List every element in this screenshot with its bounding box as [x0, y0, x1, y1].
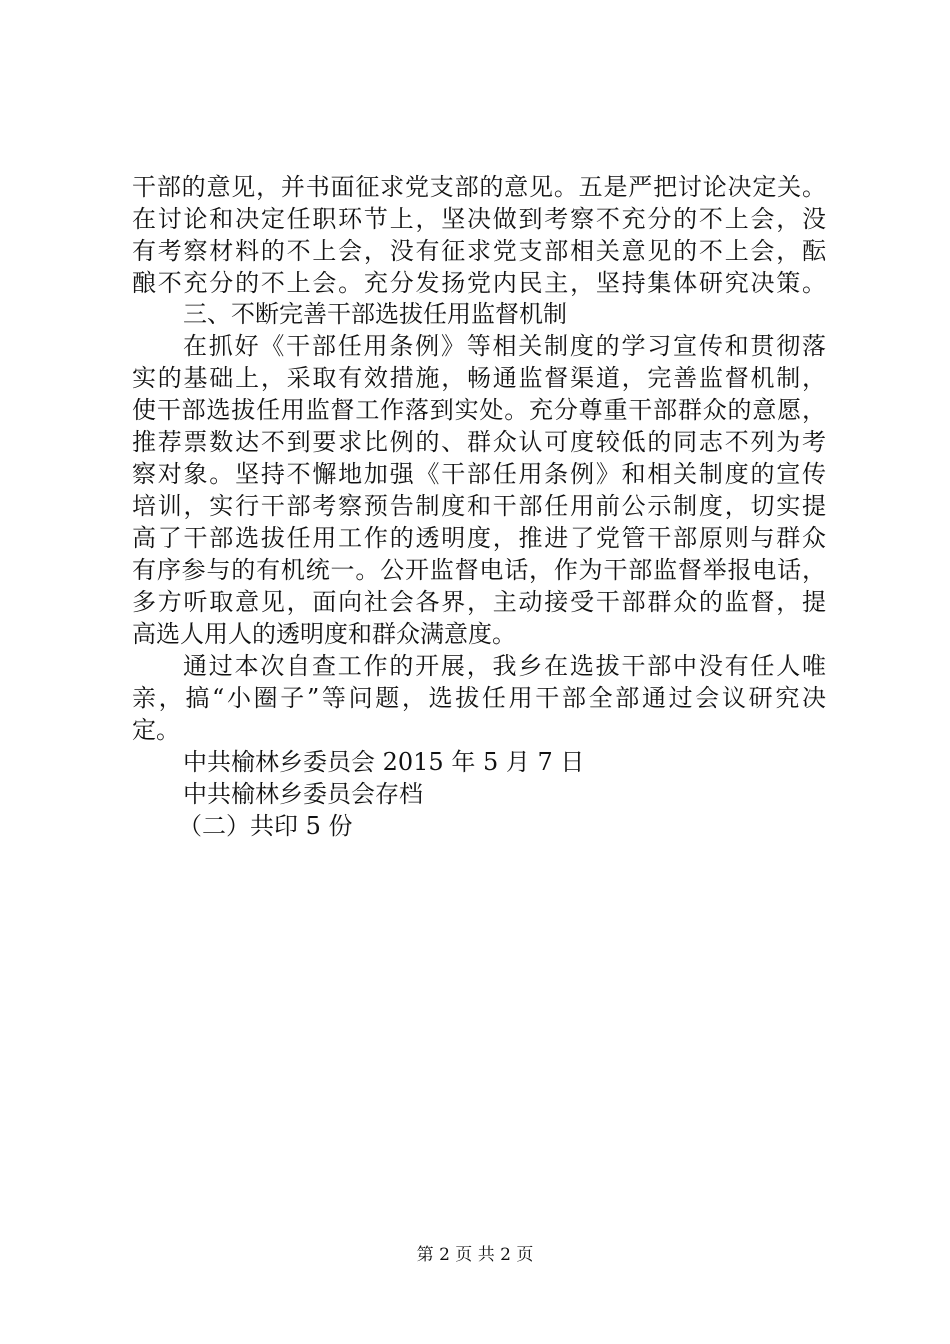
body-text-line: 干部的意见，并书面征求党支部的意见。五是严把讨论决定关。	[132, 173, 826, 201]
page-number-footer: 第 2 页 共 2 页	[416, 1245, 534, 1265]
body-text-line: 培训，实行干部考察预告制度和干部任用前公示制度，切实提	[132, 492, 826, 520]
print-count-note: （二）共印 5 份	[178, 812, 353, 840]
body-text-line: 有序参与的有机统一。公开监督电话，作为干部监督举报电话，	[132, 556, 826, 584]
body-text-line: 使干部选拔任用监督工作落到实处。充分尊重干部群众的意愿，	[132, 396, 826, 424]
body-text-line: 高选人用人的透明度和群众满意度。	[132, 620, 516, 648]
body-text-line: 通过本次自查工作的开展，我乡在选拔干部中没有任人唯	[183, 652, 826, 680]
body-text-line: 在讨论和决定任职环节上，坚决做到考察不充分的不上会，没	[132, 205, 826, 233]
body-text-line: 亲，搞“小圈子”等问题，选拔任用干部全部通过会议研究决	[132, 684, 826, 712]
body-text-line: 高了干部选拔任用工作的透明度，推进了党管干部原则与群众	[132, 524, 826, 552]
section-heading: 三、不断完善干部选拔任用监督机制	[183, 300, 567, 328]
body-text-line: 酿不充分的不上会。充分发扬党内民主，坚持集体研究决策。	[132, 269, 826, 297]
signature-date: 中共榆林乡委员会 2015 年 5 月 7 日	[183, 748, 585, 776]
body-text-line: 定。	[132, 716, 180, 744]
body-text-line: 多方听取意见，面向社会各界，主动接受干部群众的监督，提	[132, 588, 826, 616]
body-text-line: 在抓好《干部任用条例》等相关制度的学习宣传和贯彻落	[183, 332, 826, 360]
body-text-line: 实的基础上，采取有效措施，畅通监督渠道，完善监督机制，	[132, 364, 826, 392]
archive-note: 中共榆林乡委员会存档	[183, 780, 423, 808]
body-text-line: 推荐票数达不到要求比例的、群众认可度较低的同志不列为考	[132, 428, 826, 456]
body-text-line: 有考察材料的不上会，没有征求党支部相关意见的不上会，酝	[132, 237, 826, 265]
body-text-line: 察对象。坚持不懈地加强《干部任用条例》和相关制度的宣传	[132, 460, 826, 488]
